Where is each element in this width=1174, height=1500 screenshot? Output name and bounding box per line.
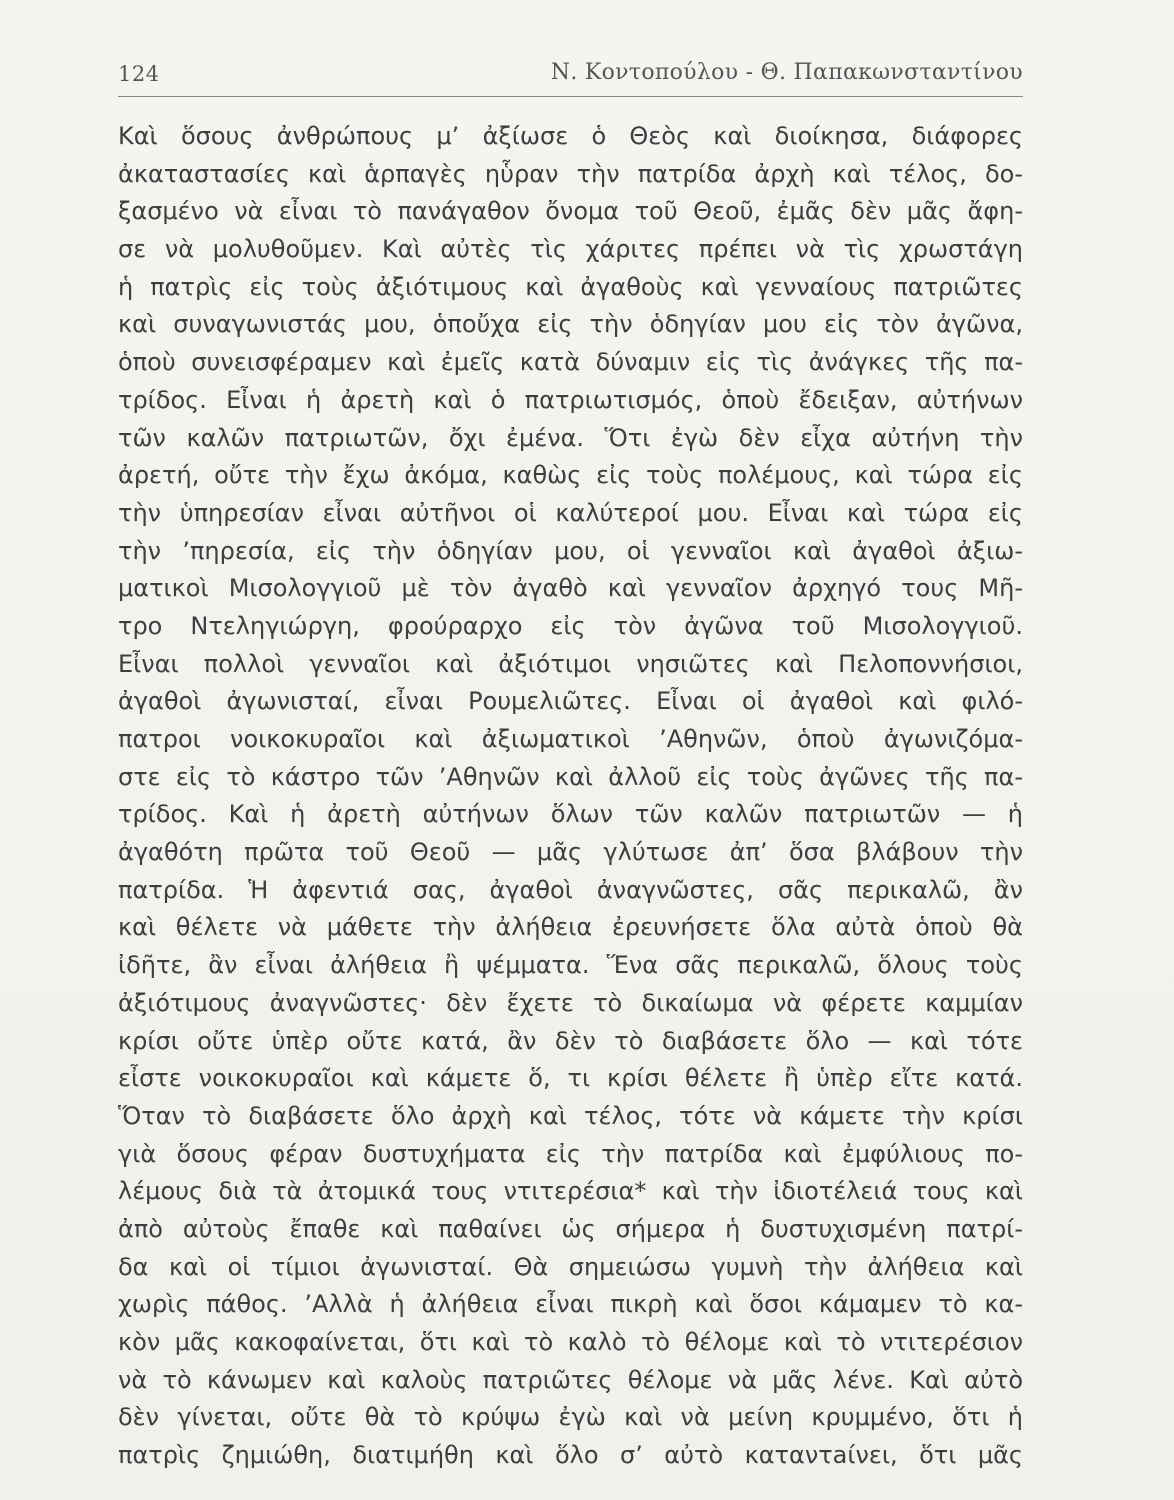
text-line: κὸν μᾶς κακοφαίνεται, ὅτι καὶ τὸ καλὸ τὸ θέλομε καὶ τὸ ντιτερέσιον <box>118 1328 1023 1356</box>
text-line: ἀξιότιμους ἀναγνῶστες· δὲν ἔχετε τὸ δικαίωμα νὰ φέρετε καμμίαν <box>118 988 1023 1017</box>
header-rule <box>118 96 1023 97</box>
text-line: κρίσι οὔτε ὑπὲρ οὔτε κατά, ἂν δὲν τὸ διαβάσετε ὅλο — καὶ τότε <box>118 1026 1023 1055</box>
text-line: πατρίδα. Ἡ ἀφεντιά σας, ἀγαθοὶ ἀναγνῶστες, σᾶς περικαλῶ, ἂν <box>118 875 1023 904</box>
text-line: ἀκαταστασίες καὶ ἁρπαγὲς ηὗραν τὴν πατρίδα ἀρχὴ καὶ τέλος, δο- <box>118 159 1023 188</box>
text-line: στε εἰς τὸ κάστρο τῶν ’Αθηνῶν καὶ ἀλλοῦ εἰς τοὺς ἀγῶνες τῆς πα- <box>118 762 1023 791</box>
text-line: καὶ θέλετε νὰ μάθετε τὴν ἀλήθεια ἐρευνήσετε ὅλα αὐτὰ ὁποὺ θὰ <box>118 913 1023 942</box>
text-line: Καὶ ὅσους ἀνθρώπους μ’ ἀξίωσε ὁ Θεὸς καὶ διοίκησα, διάφορες <box>118 122 1023 150</box>
text-line: τὴν ὑπηρεσίαν εἶναι αὐτῆνοι οἱ καλύτεροί μου. Εἶναι καὶ τώρα εἰς <box>118 498 1023 527</box>
text-line: εἶστε νοικοκυραῖοι καὶ κάμετε ὅ, τι κρίσι θέλετε ἢ ὑπὲρ εἴτε κατά. <box>118 1064 1023 1093</box>
text-line: τῶν καλῶν πατριωτῶν, ὄχι ἐμένα. Ὅτι ἐγὼ δὲν εἶχα αὐτήνη τὴν <box>118 423 1023 452</box>
text-line: τὴν ’πηρεσία, εἰς τὴν ὁδηγίαν μου, οἱ γενναῖοι καὶ ἀγαθοὶ ἀξιω- <box>118 536 1023 565</box>
text-line: χωρὶς πάθος. ’Αλλὰ ἡ ἀλήθεια εἶναι πικρὴ καὶ ὅσοι κάμαμεν τὸ κα- <box>118 1290 1023 1319</box>
text-line: σε νὰ μολυθοῦμεν. Καὶ αὐτὲς τὶς χάριτες πρέπει νὰ τὶς χρωστάγη <box>118 235 1023 264</box>
text-line: τρίδος. Καὶ ἡ ἀρετὴ αὐτήνων ὅλων τῶν καλῶν πατριωτῶν — ἡ <box>118 800 1023 829</box>
text-line: καὶ συναγωνιστάς μου, ὁποὔχα εἰς τὴν ὁδηγίαν μου εἰς τὸν ἀγῶνα, <box>118 310 1023 339</box>
text-line: Εἶναι πολλοὶ γενναῖοι καὶ ἀξιότιμοι νησιῶτες καὶ Πελοποννήσιοι, <box>118 649 1023 678</box>
running-title: Ν. Κοντοπούλου - Θ. Παπακωνσταντίνου <box>550 60 1023 85</box>
text-line: πατρὶς ζημιώθη, διατιμήθη καὶ ὅλο σ’ αὐτὸ καταντaίνει, ὅτι μᾶς <box>118 1441 1023 1470</box>
text-line: τρίδος. Εἶναι ἡ ἀρετὴ καὶ ὁ πατριωτισμός, ὁποὺ ἔδειξαν, αὐτήνων <box>118 385 1023 414</box>
text-line: ἡ πατρὶς εἰς τοὺς ἀξιότιμους καὶ ἀγαθοὺς καὶ γενναίους πατριῶτες <box>118 272 1023 301</box>
page-number: 124 <box>118 62 160 86</box>
text-line: πατροι νοικοκυραῖοι καὶ ἀξιωματικοὶ ’Αθηνῶν, ὁποὺ ἀγωνιζόμα- <box>118 725 1023 753</box>
body-text <box>118 118 1023 1475</box>
text-line: δα καὶ οἱ τίμιοι ἀγωνισταί. Θὰ σημειώσω γυμνὴ τὴν ἀλήθεια καὶ <box>118 1252 1023 1281</box>
running-head <box>118 58 1023 98</box>
text-line: νὰ τὸ κάνωμεν καὶ καλοὺς πατριῶτες θέλομε νὰ μᾶς λένε. Καὶ αὐτὸ <box>118 1365 1023 1394</box>
text-line: τρο Ντεληγιώργη, φρούραρχο εἰς τὸν ἀγῶνα τοῦ Μισολογγιοῦ. <box>118 611 1023 640</box>
text-line: ἀγαθότη πρῶτα τοῦ Θεοῦ — μᾶς γλύτωσε ἀπ’ ὅσα βλάβουν τὴν <box>118 838 1023 867</box>
text-line: ἀρετή, οὔτε τὴν ἔχω ἀκόμα, καθὼς εἰς τοὺς πολέμους, καὶ τώρα εἰς <box>118 461 1023 490</box>
text-line: Ὅταν τὸ διαβάσετε ὅλο ἀρχὴ καὶ τέλος, τότε νὰ κάμετε τὴν κρίσι <box>118 1101 1023 1130</box>
text-line: ἀπὸ αὐτοὺς ἔπαθε καὶ παθαίνει ὡς σήμερα ἡ δυστυχισμένη πατρί- <box>118 1214 1023 1243</box>
text-line: λέμους διὰ τὰ ἀτομικά τους ντιτερέσια* καὶ τὴν ἰδιοτέλειά τους καὶ <box>118 1177 1023 1206</box>
text-line: γιὰ ὅσους φέραν δυστυχήματα εἰς τὴν πατρίδα καὶ ἐμφύλιους πο- <box>118 1139 1023 1168</box>
text-line: ἰδῆτε, ἂν εἶναι ἀλήθεια ἢ ψέμματα. Ἕνα σᾶς περικαλῶ, ὅλους τοὺς <box>118 951 1023 980</box>
text-line: ξασμένο νὰ εἶναι τὸ πανάγαθον ὄνομα τοῦ Θεοῦ, ἐμᾶς δὲν μᾶς ἄφη- <box>118 197 1023 226</box>
text-line: ἀγαθοὶ ἀγωνισταί, εἶναι Ρουμελιῶτες. Εἶναι οἱ ἀγαθοὶ καὶ φιλό- <box>118 687 1023 716</box>
text-line: ματικοὶ Μισολογγιοῦ μὲ τὸν ἀγαθὸ καὶ γενναῖον ἀρχηγό τους Μῆ- <box>118 574 1023 603</box>
text-line: δὲν γίνεται, οὔτε θὰ τὸ κρύψω ἐγὼ καὶ νὰ μείνη κρυμμένο, ὅτι ἡ <box>118 1403 1023 1432</box>
text-line: ὁποὺ συνεισφέραμεν καὶ ἐμεῖς κατὰ δύναμιν εἰς τὶς ἀνάγκες τῆς πα- <box>118 348 1023 377</box>
